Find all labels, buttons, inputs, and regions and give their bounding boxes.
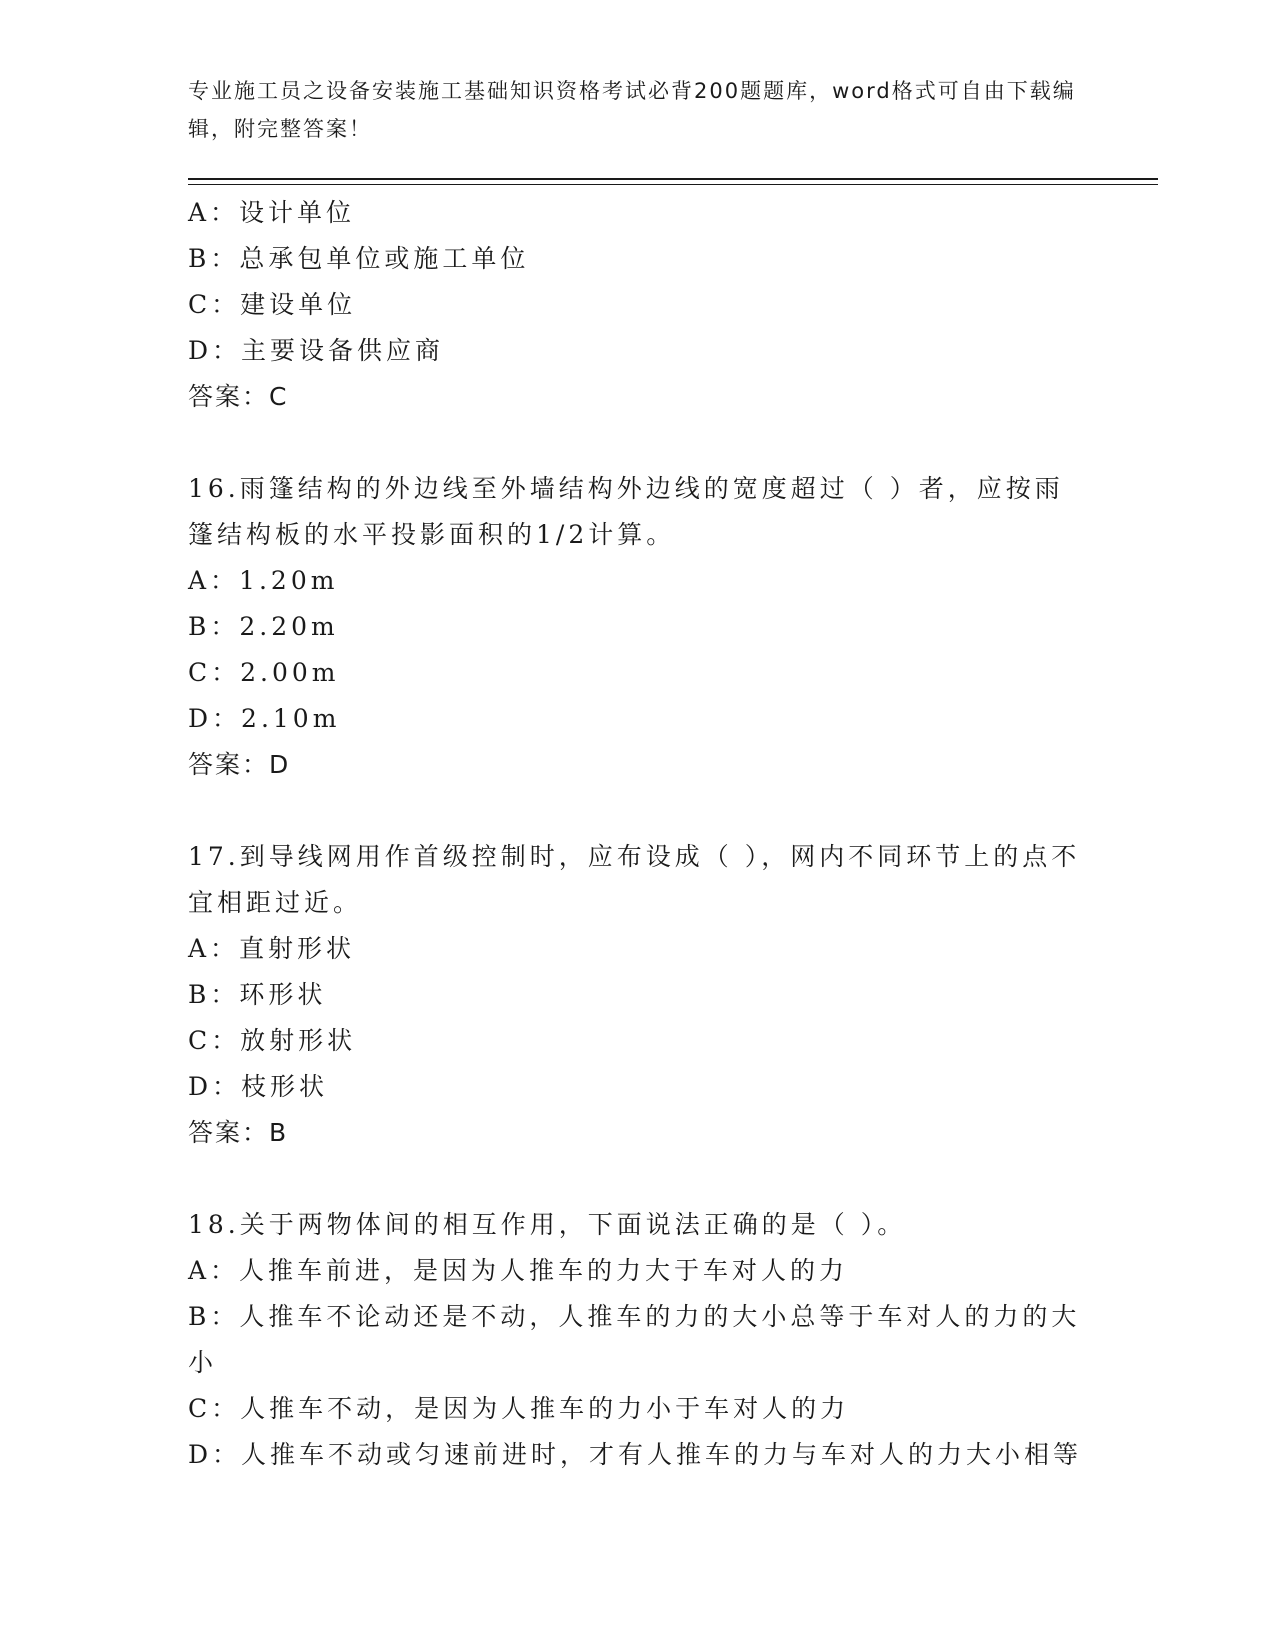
answer: 答案：C [188, 382, 289, 411]
question-block-16 [188, 466, 1088, 788]
option-a: A：1.20m [188, 566, 339, 595]
header-title: 专业施工员之设备安装施工基础知识资格考试必背200题题库，word格式可自由下载编辑，附完整答案！ [188, 79, 1076, 141]
option-b: B：2.20m [188, 612, 339, 641]
option-b: B：环形状 [188, 980, 327, 1009]
question-stem: 18.关于两物体间的相互作用，下面说法正确的是（ ）。 [188, 1210, 907, 1239]
question-block-18 [188, 1202, 1088, 1478]
option-c: C：建设单位 [188, 290, 357, 319]
option-d: D：主要设备供应商 [188, 336, 445, 365]
document-body [188, 190, 1088, 1478]
option-c: C：放射形状 [188, 1026, 357, 1055]
option-a: A：设计单位 [188, 198, 356, 227]
option-b: B：人推车不论动还是不动，人推车的力的大小总等于车对人的力的大小 [188, 1302, 1081, 1377]
document-header [188, 72, 1088, 148]
answer: 答案：D [188, 750, 291, 779]
option-a: A：直射形状 [188, 934, 356, 963]
option-d: D：枝形状 [188, 1072, 329, 1101]
option-c: C：人推车不动，是因为人推车的力小于车对人的力 [188, 1394, 850, 1423]
option-b: B：总承包单位或施工单位 [188, 244, 530, 273]
question-block-17 [188, 834, 1088, 1156]
question-stem: 16.雨篷结构的外边线至外墙结构外边线的宽度超过（ ）者，应按雨篷结构板的水平投影面积的1/2计算。 [188, 474, 1064, 549]
header-rule-thick [188, 178, 1158, 180]
answer: 答案：B [188, 1118, 289, 1147]
option-d: D：2.10m [188, 704, 341, 733]
option-a: A：人推车前进，是因为人推车的力大于车对人的力 [188, 1256, 849, 1285]
option-d: D：人推车不动或匀速前进时，才有人推车的力与车对人的力大小相等 [188, 1440, 1083, 1469]
question-stem: 17.到导线网用作首级控制时，应布设成（ ），网内不同环节上的点不宜相距过近。 [188, 842, 1081, 917]
option-c: C：2.00m [188, 658, 340, 687]
header-rule-thin [188, 184, 1158, 185]
question-block-15 [188, 190, 1088, 420]
